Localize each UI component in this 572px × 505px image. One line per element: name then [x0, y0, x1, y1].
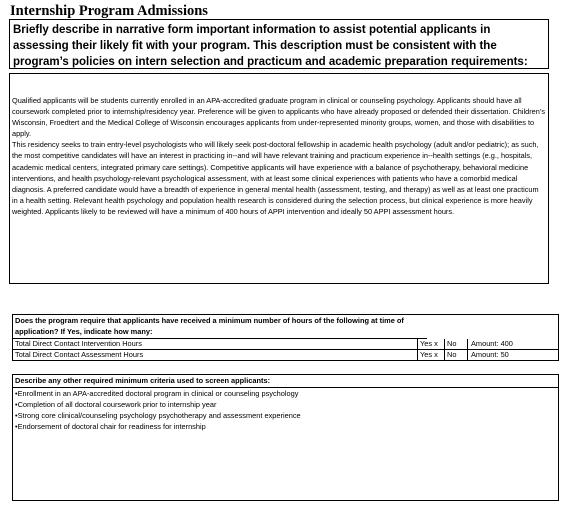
hours-row-yes: Yes x	[418, 339, 445, 349]
hours-row-amount: Amount: 400	[471, 339, 513, 348]
list-item: •Strong core clinical/counseling psychology psychotherapy and assessment experience	[15, 411, 301, 420]
hours-table	[12, 314, 559, 361]
hours-row-no: No	[445, 339, 468, 349]
hours-question: Does the program require that applicants have received a minimum number of hours of the following at time of application? If Yes, indicate how many:	[13, 315, 427, 339]
narrative-paragraph-1: Qualified applicants will be students currently enrolled in an APA-accredited graduate program in clinical or counseling psychology. Applicants should have all coursework completed prior to internship/residency year. Preference will be given to applicants who have already proposed or defended their dissertation. Children’s Wisconsin, Froedtert and the Medical College of Wisconsin encourages applicants from under-represented minority groups, women, and those with disabilities to apply.	[12, 96, 545, 139]
criteria-box	[12, 374, 559, 501]
hours-row-no: No	[445, 350, 468, 360]
narrative-box	[9, 73, 549, 284]
narrative-paragraph-2: This residency seeks to train entry-level psychologists who will likely seek post-doctoral fellowship in academic health psychology (adult and/or pediatric); as such, the most competitive candidates will have an interest in practicing in--and will have relevant training and practicum experience in--health settings (e.g., hospitals, academic medical centers, integrated primary care settings). Competitive applicants will have experience with a balance of psychotherapy, behavioral medicine interventions, and health psychology-relevant psychological assessment, with at least some clinical experiences with patients who have a comorbid medical diagnosis. A preferred candidate would have a breadth of experience in general mental health (assessment, testing, and therapy) as well as at least one practicum in a health setting. Relevant health psychology and population health research is considered during the selection process, but clinical experience is more heavily weighted. Applicants likely to be reviewed will have a minimum of 400 hours of APPI intervention and ideally 50 APPI assessment hours.	[12, 140, 539, 216]
table-row	[13, 350, 558, 360]
hours-row-label: Total Direct Contact Intervention Hours	[13, 339, 418, 349]
intro-prompt-text: Briefly describe in narrative form important information to assist potential applicants in assessing their likely fit with your program. This description must be consistent with the program’s policies on intern selection and practicum and academic preparation requirements:	[13, 24, 528, 68]
intro-prompt-box	[9, 19, 549, 69]
criteria-list	[13, 388, 558, 432]
list-item: •Completion of all doctoral coursework prior to internship year	[15, 400, 217, 409]
hours-row-yes: Yes x	[418, 350, 445, 360]
page-title: Internship Program Admissions	[10, 3, 208, 19]
criteria-heading: Describe any other required minimum criteria used to screen applicants:	[13, 375, 558, 388]
list-item: •Endorsement of doctoral chair for readiness for internship	[15, 422, 206, 431]
list-item: •Enrollment in an APA-accredited doctoral program in clinical or counseling psychology	[15, 389, 299, 398]
table-row	[13, 339, 558, 350]
hours-row-amount: Amount: 50	[471, 350, 509, 359]
hours-row-label: Total Direct Contact Assessment Hours	[13, 350, 418, 360]
